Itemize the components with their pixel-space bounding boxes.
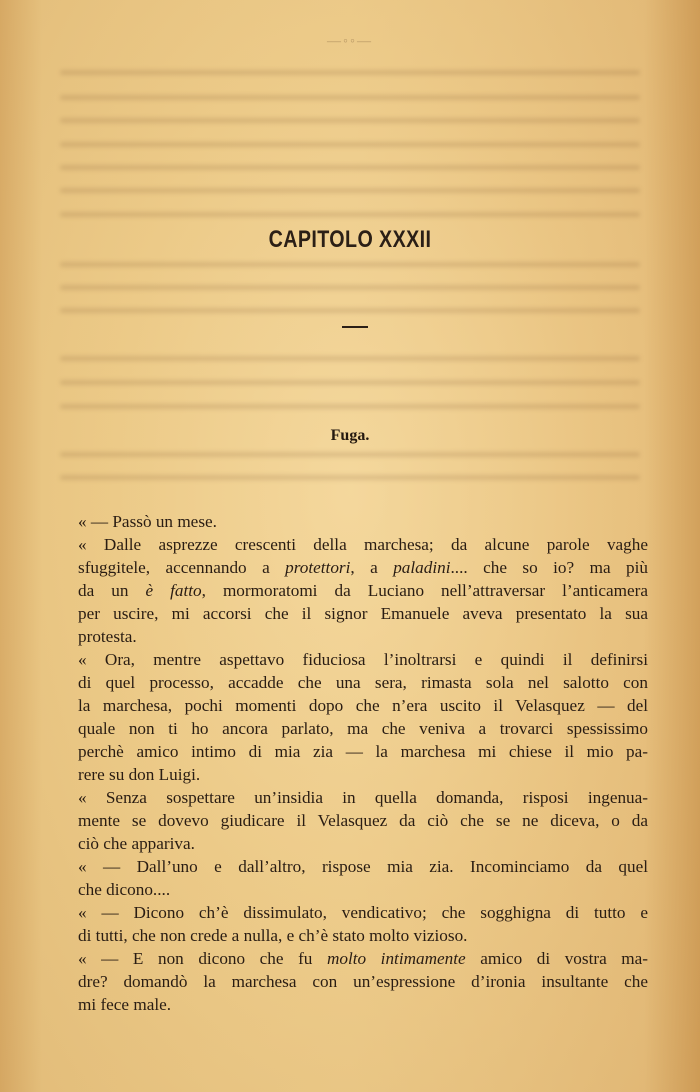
text-line: « — Dall’uno e dall’altro, rispose mia zia. Incominciamo da quel [78,857,648,876]
chapter-title: CAPITOLO XXXII [268,226,432,253]
paragraph [58,786,648,855]
text-line: « Ora, mentre aspettavo fiduciosa l’inoltrarsi e quindi il definirsi [78,650,648,669]
bleed-through-line [60,212,640,217]
bleed-through-line [60,70,640,75]
text-line: « — Passò un mese. [78,512,217,531]
bleed-through-line [60,165,640,170]
bleed-through-line [60,188,640,193]
text-line: di tutti, che non crede a nulla, e ch’è stato molto vizioso. [78,926,468,945]
text-line: perchè amico intimo di mia zia — la marchesa mi chiese il mio pa- [78,742,648,761]
title-rule [342,326,368,328]
text-line: la marchesa, pochi momenti dopo che n’era uscito il Velasquez — del [78,696,648,715]
bleed-through-line [60,475,640,480]
paragraph [58,533,648,648]
section-title: Fuga. [330,427,370,444]
page-ornament: —◦◦— [327,34,373,49]
text-line: per uscire, mi accorsi che il signor Emanuele aveva presentato la sua [78,604,648,623]
text-line: mi fece male. [78,995,172,1014]
bleed-through-line [60,452,640,457]
text-line: « — Dicono ch’è dissimulato, vendicativo; che sogghigna di tutto e [78,903,648,922]
bleed-through-line [60,308,640,313]
paragraph [58,901,648,947]
bleed-through-line [60,356,640,361]
text-line: « — E non dicono che fu molto intimamente amico di vostra ma- [78,949,649,968]
bleed-through-line [60,95,640,100]
text-line: che dicono.... [78,880,171,899]
text-line: sfuggitele, accennando a protettori, a paladini.... che so io? ma più [78,558,648,577]
paragraph [58,947,648,1016]
text-line: quale non ti ho ancora parlato, ma che veniva a trovarci spessissimo [78,719,648,738]
paragraph [58,510,648,533]
bleed-through-line [60,404,640,409]
text-line: di quel processo, accadde che una sera, rimasta sola nel salotto con [78,673,648,692]
body-text [58,510,648,1016]
paragraph [58,648,648,786]
text-line: protesta. [78,627,137,646]
text-line: rere su don Luigi. [78,765,201,784]
bleed-through-line [60,262,640,267]
text-line: da un è fatto, mormoratomi da Luciano nell’attraversar l’anticamera [78,581,648,600]
text-line: dre? domandò la marchesa con un’espressione d’ironia insultante che [78,972,648,991]
text-line: « Senza sospettare un’insidia in quella domanda, risposi ingenua- [78,788,648,807]
bleed-through-line [60,380,640,385]
bleed-through-line [60,118,640,123]
text-line: ciò che appariva. [78,834,195,853]
text-line: mente se dovevo giudicare il Velasquez da ciò che se ne diceva, o da [78,811,648,830]
bleed-through-line [60,285,640,290]
text-line: « Dalle asprezze crescenti della marchesa; da alcune parole vaghe [78,535,648,554]
bleed-through-line [60,142,640,147]
paragraph [58,855,648,901]
